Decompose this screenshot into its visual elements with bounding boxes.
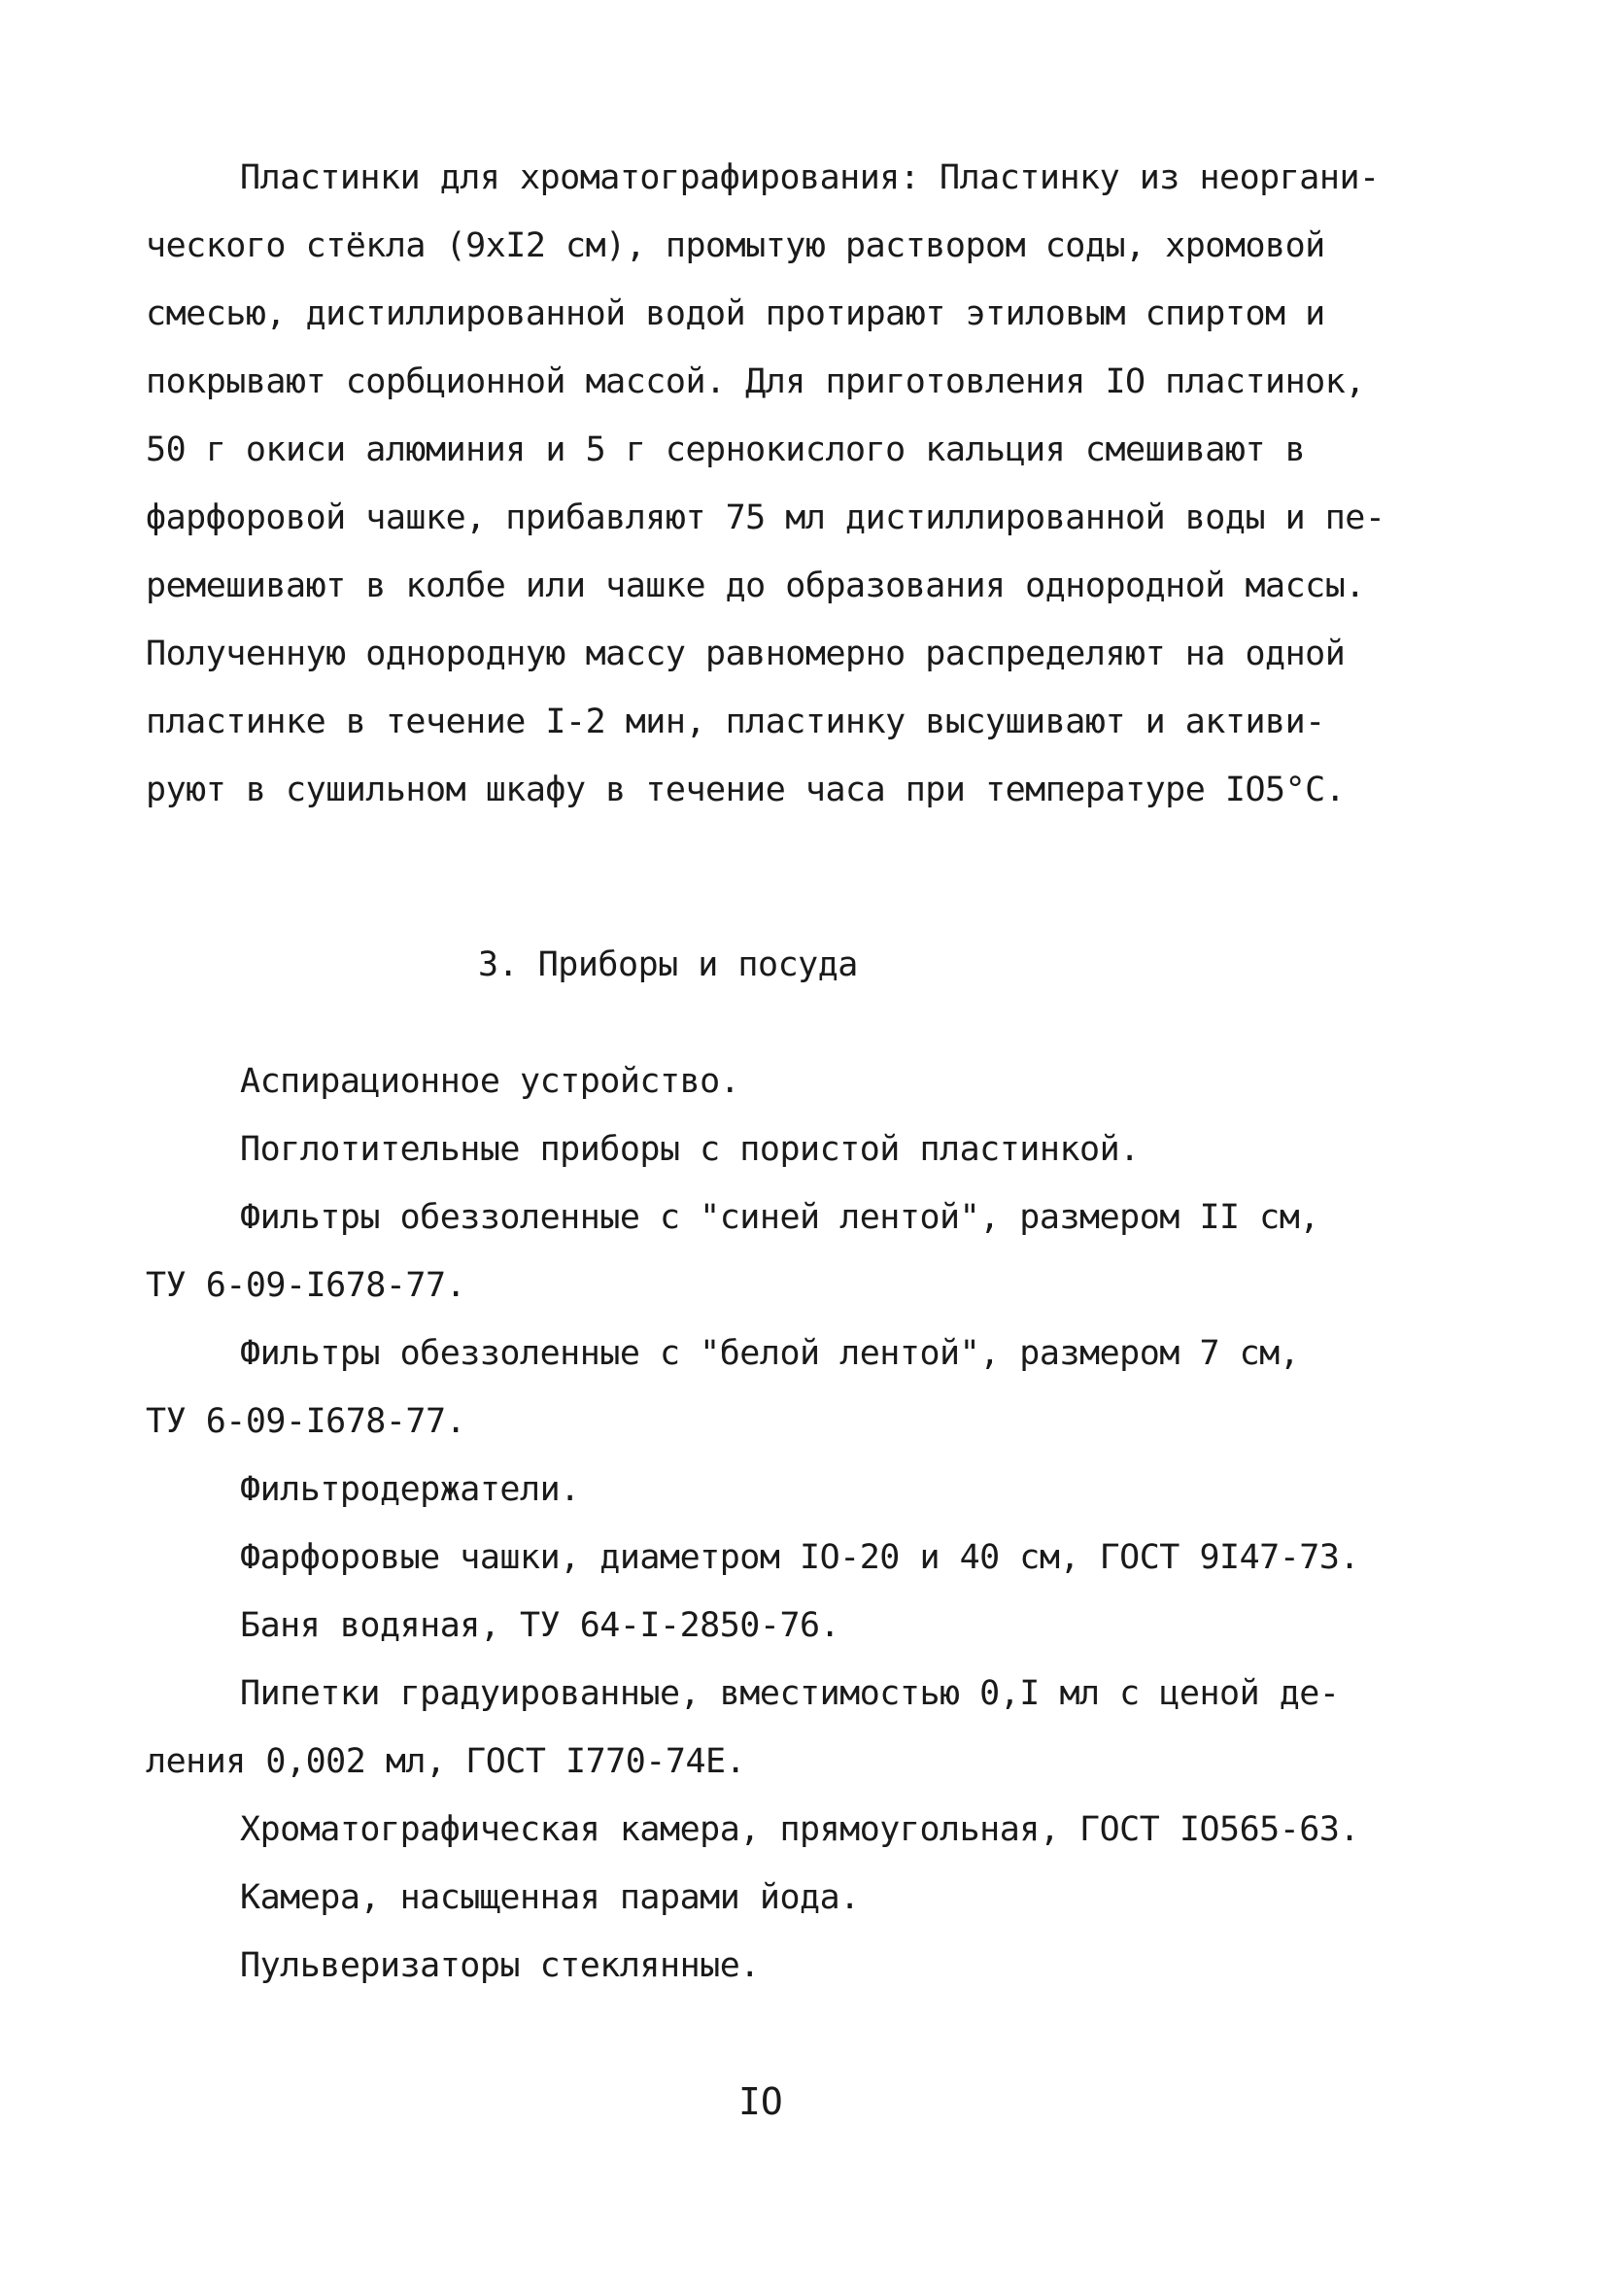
equipment-item: Хроматографическая камера, прямоугольная, ГОСТ IO565-63. bbox=[240, 1810, 1360, 1849]
section-heading: 3. Приборы и посуда bbox=[478, 945, 858, 984]
paragraph-line: ремешивают в колбе или чашке до образования однородной массы. bbox=[146, 566, 1365, 605]
equipment-item-continuation: ТУ 6-09-I678-77. bbox=[146, 1402, 466, 1441]
equipment-item: Пипетки градуированные, вместимостью 0,I мл с ценой де- bbox=[240, 1674, 1340, 1713]
paragraph-line: пластинке в течение I-2 мин, пластинку высушивают и активи- bbox=[146, 703, 1325, 741]
paragraph-line: фарфоровой чашке, прибавляют 75 мл дистиллированной воды и пе- bbox=[146, 498, 1385, 537]
equipment-item: Фарфоровые чашки, диаметром IO-20 и 40 см, ГОСТ 9I47-73. bbox=[240, 1538, 1360, 1577]
equipment-item: Фильтродержатели. bbox=[240, 1470, 580, 1509]
page-number: IO bbox=[738, 2080, 783, 2123]
equipment-item-continuation: ТУ 6-09-I678-77. bbox=[146, 1266, 466, 1305]
paragraph-line: покрывают сорбционной массой. Для приготовления IO пластинок, bbox=[146, 362, 1365, 401]
equipment-item: Камера, насыщенная парами йода. bbox=[240, 1878, 860, 1917]
paragraph-line: смесью, дистиллированной водой протирают этиловым спиртом и bbox=[146, 294, 1325, 333]
equipment-item: Поглотительные приборы с пористой пластинкой. bbox=[240, 1130, 1140, 1169]
paragraph-line: ческого стёкла (9хI2 см), промытую раствором соды, хромовой bbox=[146, 226, 1325, 265]
paragraph-line: руют в сушильном шкафу в течение часа при температуре IO5°С. bbox=[146, 771, 1346, 809]
equipment-item: Баня водяная, ТУ 64-I-2850-76. bbox=[240, 1606, 840, 1645]
equipment-item-continuation: ления 0,002 мл, ГОСТ I770-74Е. bbox=[146, 1742, 746, 1781]
paragraph-line: 50 г окиси алюминия и 5 г сернокислого кальция смешивают в bbox=[146, 430, 1306, 469]
equipment-item: Фильтры обеззоленные с "синей лентой", размером II см, bbox=[240, 1198, 1319, 1237]
equipment-item: Фильтры обеззоленные с "белой лентой", размером 7 см, bbox=[240, 1334, 1300, 1373]
equipment-item: Пульверизаторы стеклянные. bbox=[240, 1946, 760, 1985]
equipment-item: Аспирационное устройство. bbox=[240, 1062, 740, 1101]
paragraph-line: Полученную однородную массу равномерно распределяют на одной bbox=[146, 634, 1346, 673]
paragraph-line: Пластинки для хроматографирования: Пластинку из неоргани- bbox=[240, 158, 1380, 197]
